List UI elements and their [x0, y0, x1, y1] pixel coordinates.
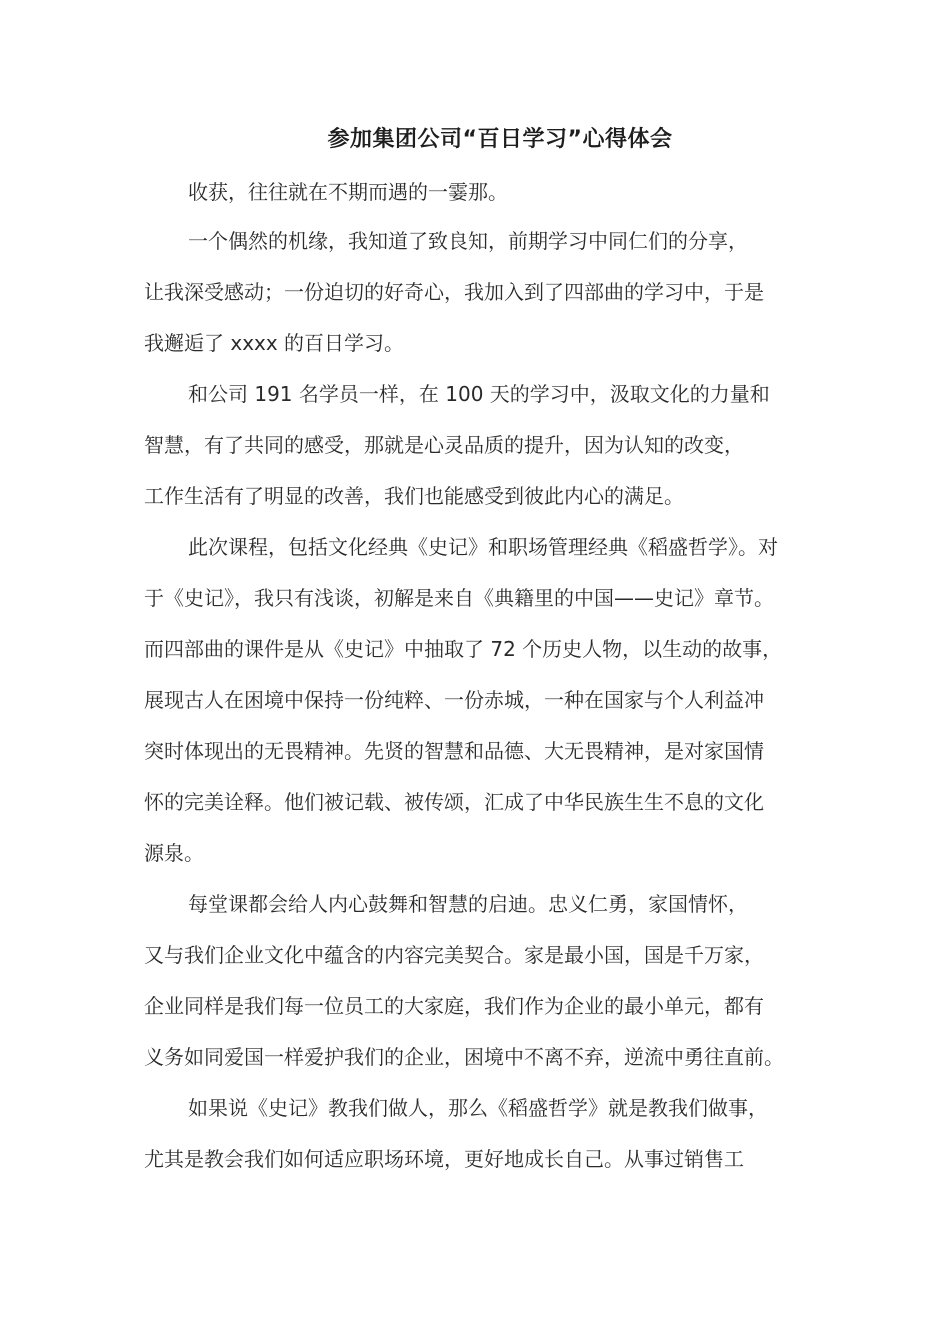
paragraph-line: 如果说《史记》教我们做人，那么《稻盛哲学》就是教我们做事，	[188, 1096, 768, 1120]
paragraph-line: 企业同样是我们每一位员工的大家庭，我们作为企业的最小单元，都有	[144, 994, 764, 1018]
paragraph-line: 收获，往往就在不期而遇的一霎那。	[188, 180, 508, 204]
paragraph-line: 义务如同爱国一样爱护我们的企业，困境中不离不弃，逆流中勇往直前。	[144, 1045, 784, 1069]
paragraph-line: 智慧，有了共同的感受，那就是心灵品质的提升，因为认知的改变，	[144, 433, 744, 457]
paragraph-line: 让我深受感动；一份迫切的好奇心，我加入到了四部曲的学习中，于是	[144, 280, 764, 304]
paragraph-line: 此次课程，包括文化经典《史记》和职场管理经典《稻盛哲学》。对	[188, 535, 778, 559]
paragraph-line: 工作生活有了明显的改善，我们也能感受到彼此内心的满足。	[144, 484, 684, 508]
paragraph-line: 一个偶然的机缘，我知道了致良知，前期学习中同仁们的分享，	[188, 229, 748, 253]
paragraph-line: 而四部曲的课件是从《史记》中抽取了 72 个历史人物，以生动的故事，	[144, 637, 783, 661]
document-title: 参加集团公司“百日学习”心得体会	[327, 127, 673, 152]
paragraph-line: 每堂课都会给人内心鼓舞和智慧的启迪。忠义仁勇，家国情怀，	[188, 892, 748, 916]
paragraph-line: 展现古人在困境中保持一份纯粹、一份赤城，一种在国家与个人利益冲	[144, 688, 764, 712]
paragraph-line: 怀的完美诠释。他们被记载、被传颂，汇成了中华民族生生不息的文化	[144, 790, 764, 814]
paragraph-line: 突时体现出的无畏精神。先贤的智慧和品德、大无畏精神，是对家国情	[144, 739, 764, 763]
paragraph-line: 于《史记》，我只有浅谈，初解是来自《典籍里的中国——史记》章节。	[144, 586, 774, 610]
paragraph-line: 源泉。	[144, 841, 204, 865]
paragraph-line: 尤其是教会我们如何适应职场环境，更好地成长自己。从事过销售工	[144, 1147, 744, 1171]
paragraph-line: 我邂逅了 xxxx 的百日学习。	[144, 331, 405, 355]
paragraph-line: 和公司 191 名学员一样，在 100 天的学习中，汲取文化的力量和	[188, 382, 770, 406]
paragraph-line: 又与我们企业文化中蕴含的内容完美契合。家是最小国，国是千万家，	[144, 943, 764, 967]
